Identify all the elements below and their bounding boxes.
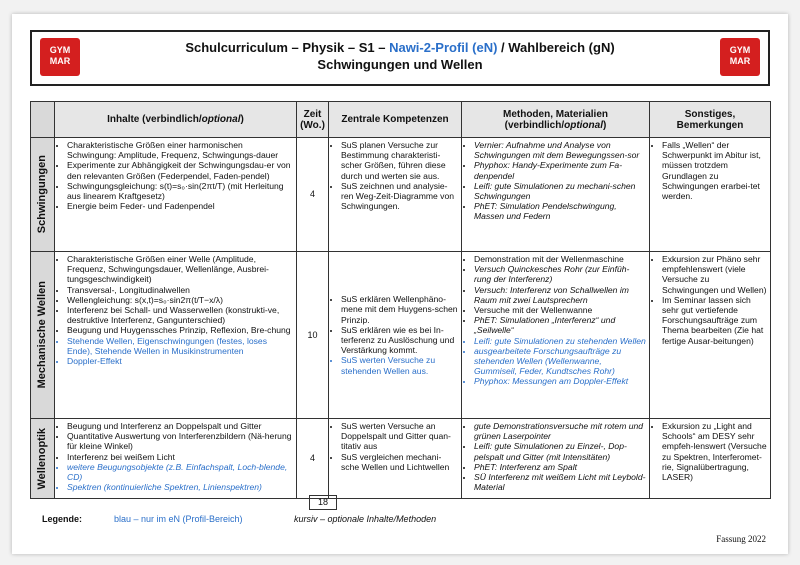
sonstiges-cell bbox=[650, 252, 771, 419]
kompetenzen-cell bbox=[329, 252, 462, 419]
list-item: • ausgearbeitete Forschungsaufträge zu stehenden Wellen (Wellenwanne, Gummiseil, Feder, Kundtsches Rohr) bbox=[474, 346, 646, 377]
list-item: • Transversal-, Longitudinalwellen bbox=[67, 285, 293, 295]
list-item: • Stehende Wellen, Eigenschwingungen (festes, loses Ende), Stehende Wellen in Musikinstrumenten bbox=[67, 336, 293, 356]
table-row-schwingungen bbox=[31, 138, 771, 252]
list-item: • SuS planen Versuche zur Bestimmung charakteristi-scher Größen, führen diese durch und werten sie aus. bbox=[341, 140, 458, 181]
list-item: • Exkursion zu „Light and Schools“ am DESY sehr empfeh-lenswert (Versuche zu Spektren, Interferomet-rie, Signalübertragung, LASER) bbox=[662, 421, 767, 482]
list-item: • Energie beim Feder- und Fadenpendel bbox=[67, 201, 293, 211]
legend-italic: kursiv – optionale Inhalte/Methoden bbox=[294, 514, 437, 524]
table-row-wellenoptik bbox=[31, 419, 771, 499]
document-page bbox=[12, 14, 788, 554]
list-item: • SÜ Interferenz mit weißem Licht mit Leybold-Material bbox=[474, 472, 646, 492]
list-item: • SuS werten Versuche an Doppelspalt und Gitter quan-titativ aus bbox=[341, 421, 458, 452]
kompetenzen-cell bbox=[329, 138, 462, 252]
list-item: • Versuche mit der Wellenwanne bbox=[474, 305, 646, 315]
list-item: • Beugung und Huygenssches Prinzip, Reflexion, Bre-chung bbox=[67, 325, 293, 335]
inhalte-cell bbox=[55, 138, 297, 252]
list-item: • PhET: Simulation Pendelschwingung, Massen und Federn bbox=[474, 201, 646, 221]
zeit-cell: 10 bbox=[297, 252, 329, 419]
list-item: • Im Seminar lassen sich sehr gut vertiefende Forschungsaufträge zum Thema bearbeiten (Zie hat fertige Ausar-beitungen) bbox=[662, 295, 767, 346]
header-sonstiges: Sonstiges, Bemerkungen bbox=[650, 102, 771, 138]
zeit-cell: 4 bbox=[297, 138, 329, 252]
list-item: • Experimente zur Abhängigkeit der Schwingungsdau-er von den relevanten Größen (Federpendel, Faden-pendel) bbox=[67, 160, 293, 180]
list-item: • PhET: Simulationen „Interferenz“ und „Seilwelle“ bbox=[474, 315, 646, 335]
kompetenzen-cell bbox=[329, 419, 462, 499]
list-item: • Wellengleichung: s(x,t)=s₀·sin2π(t/T−x/λ) bbox=[67, 295, 293, 305]
legend-label: Legende: bbox=[42, 514, 83, 524]
table-header-row bbox=[31, 102, 771, 138]
curriculum-table bbox=[30, 101, 771, 499]
sonstiges-cell bbox=[650, 419, 771, 499]
list-item: • Spektren (kontinuierliche Spektren, Linienspektren) bbox=[67, 482, 293, 492]
list-item: • Versuch Quinckesches Rohr (zur Einfüh-rung der Interferenz) bbox=[474, 264, 646, 284]
methoden-cell bbox=[462, 419, 650, 499]
list-item: • Vernier: Aufnahme und Analyse von Schwingungen mit dem Bewegungssen-sor bbox=[474, 140, 646, 160]
legend-blue: blau – nur im eN (Profil-Bereich) bbox=[114, 514, 243, 524]
zeit-cell: 4 bbox=[297, 419, 329, 499]
list-item: • SuS vergleichen mechani-sche Wellen und Lichtwellen bbox=[341, 452, 458, 472]
header-kompetenzen: Zentrale Kompetenzen bbox=[329, 102, 462, 138]
list-item: • gute Demonstrationsversuche mit rotem und grünen Laserpointer bbox=[474, 421, 646, 441]
list-item: • SuS zeichnen und analysie-ren Weg-Zeit-Diagramme von Schwingungen. bbox=[341, 181, 458, 212]
total-weeks: 18 bbox=[309, 495, 337, 510]
inhalte-cell bbox=[55, 419, 297, 499]
list-item: • Interferenz bei Schall- und Wasserwellen (konstrukti-ve, destruktive Interferenz, Gangunterschied) bbox=[67, 305, 293, 325]
list-item: • PhET: Interferenz am Spalt bbox=[474, 462, 646, 472]
list-item: • Beugung und Interferenz an Doppelspalt und Gitter bbox=[67, 421, 293, 431]
table-row-mechanische-wellen bbox=[31, 252, 771, 419]
list-item: • Demonstration mit der Wellenmaschine bbox=[474, 254, 646, 264]
list-item: • Charakteristische Größen einer harmonischen Schwingung: Amplitude, Frequenz, Schwingungs-dauer bbox=[67, 140, 293, 160]
header-methoden: Methoden, Materialien (verbindlich/optional) bbox=[462, 102, 650, 138]
version-note: Fassung 2022 bbox=[716, 534, 766, 544]
section-label-cell: Mechanische Wellen bbox=[31, 252, 55, 419]
methoden-cell bbox=[462, 138, 650, 252]
header-inhalte: Inhalte (verbindlich/optional) bbox=[55, 102, 297, 138]
list-item: • SuS werten Versuche zu stehenden Wellen aus. bbox=[341, 355, 458, 375]
list-item: • Interferenz bei weißem Licht bbox=[67, 452, 293, 462]
header-section-cell bbox=[31, 102, 55, 138]
school-logo-left: GYM MAR bbox=[40, 38, 80, 76]
school-logo-right: GYM MAR bbox=[720, 38, 760, 76]
section-label-cell: Wellenoptik bbox=[31, 419, 55, 499]
list-item: • weitere Beugungsobjekte (z.B. Einfachspalt, Loch-blende, CD) bbox=[67, 462, 293, 482]
list-item: • Leifi: gute Simulationen zu Einzel-, Dop-pelspalt und Gitter (mit Intensitäten) bbox=[474, 441, 646, 461]
document-header bbox=[30, 30, 770, 86]
list-item: • Versuch: Interferenz von Schallwellen im Raum mit zwei Lautsprechern bbox=[474, 285, 646, 305]
list-item: • Leifi: gute Simulationen zu mechani-schen Schwingungen bbox=[474, 181, 646, 201]
title-profile: Nawi-2-Profil (eN) bbox=[389, 40, 498, 55]
methoden-cell bbox=[462, 252, 650, 419]
document-subtitle: Schwingungen und Wellen bbox=[317, 57, 483, 72]
list-item: • Charakteristische Größen einer Welle (Amplitude, Frequenz, Schwingungsdauer, Wellenlänge, Ausbrei-tungsgeschwindigkeit) bbox=[67, 254, 293, 285]
list-item: • Doppler-Effekt bbox=[67, 356, 293, 366]
list-item: • Leifi: gute Simulationen zu stehenden Wellen bbox=[474, 336, 646, 346]
list-item: • Phyphox: Handy-Experimente zum Fa-denpendel bbox=[474, 160, 646, 180]
list-item: • SuS erklären Wellenphäno-mene mit dem Huygens-schen Prinzip. bbox=[341, 294, 458, 325]
document-title: Schulcurriculum – Physik – S1 – Nawi-2-Profil (eN) / Wahlbereich (gN) Schwingungen und Wellen bbox=[92, 39, 708, 73]
list-item: • Exkursion zur Phäno sehr empfehlenswert (viele Versuche zu Schwingungen und Wellen) bbox=[662, 254, 767, 295]
sonstiges-cell bbox=[650, 138, 771, 252]
list-item: • SuS erklären wie es bei In-terferenz zu Auslöschung und Verstärkung kommt. bbox=[341, 325, 458, 356]
list-item: • Quantitative Auswertung von Interferenzbildern (Nä-herung für kleine Winkel) bbox=[67, 431, 293, 451]
list-item: • Phyphox: Messungen am Doppler-Effekt bbox=[474, 376, 646, 386]
list-item: • Schwingungsgleichung: s(t)=s₀·sin(2πt/T) (mit Herleitung aus linearem Kraftgesetz) bbox=[67, 181, 293, 201]
list-item: • Falls „Wellen“ der Schwerpunkt im Abitur ist, müssen trotzdem Grundlagen zu Schwingungen erarbei-tet werden. bbox=[662, 140, 767, 201]
header-zeit: Zeit (Wo.) bbox=[297, 102, 329, 138]
inhalte-cell bbox=[55, 252, 297, 419]
section-label-cell: Schwingungen bbox=[31, 138, 55, 252]
